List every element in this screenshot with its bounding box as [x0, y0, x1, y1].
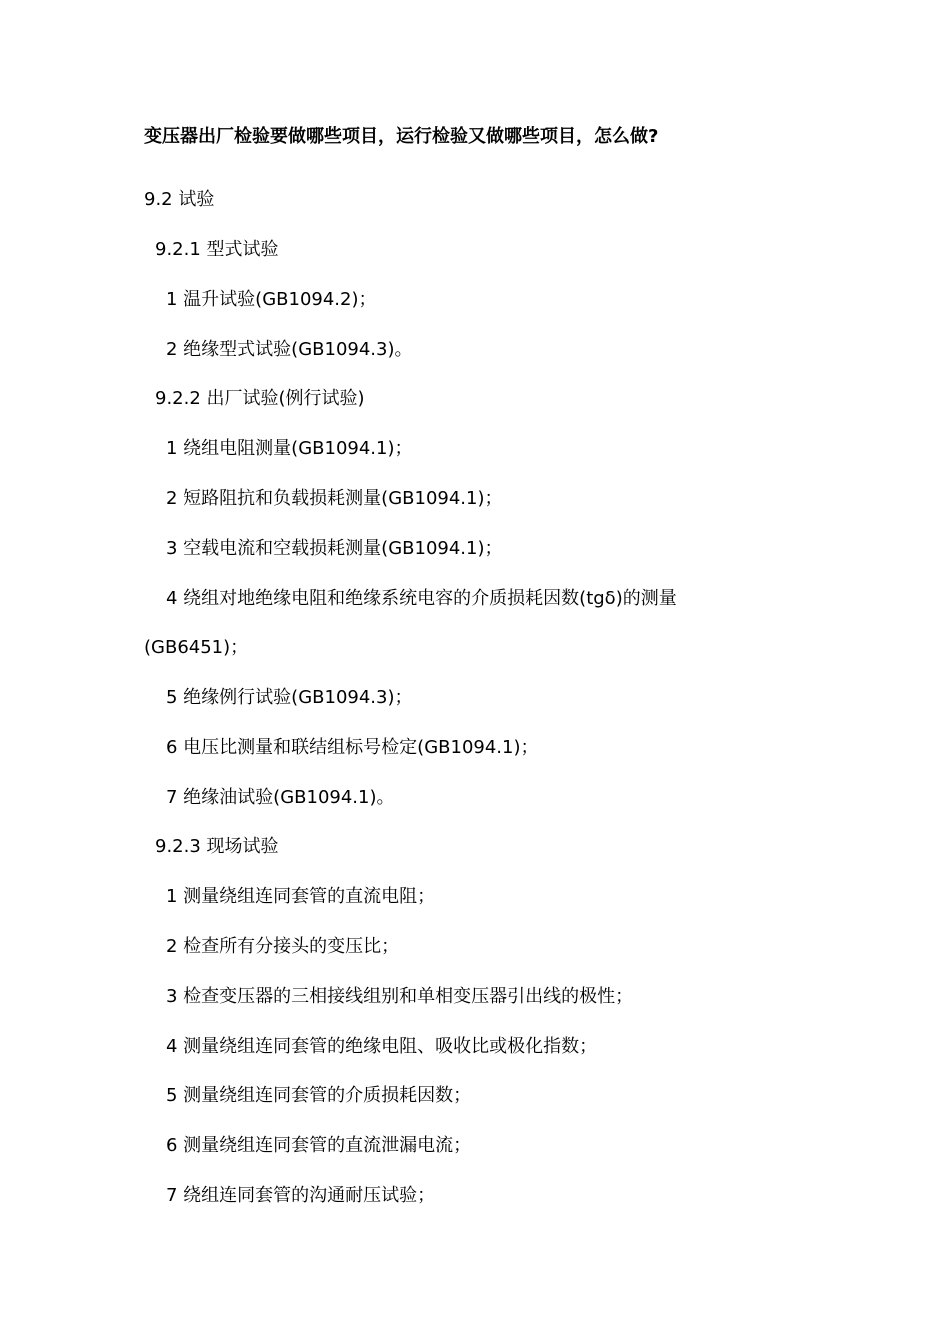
list-item: 7 绕组连同套管的沟通耐压试验； — [166, 1185, 436, 1206]
list-item: 5 绝缘例行试验(GB1094.3)； — [166, 687, 413, 708]
subsection-heading-field-test: 9.2.3 现场试验 — [155, 836, 279, 857]
list-item: 2 检查所有分接头的变压比； — [166, 936, 400, 957]
list-item: 5 测量绕组连同套管的介质损耗因数； — [166, 1085, 472, 1106]
subsection-heading-type-test: 9.2.1 型式试验 — [155, 239, 279, 260]
list-item: 4 测量绕组连同套管的绝缘电阻、吸收比或极化指数； — [166, 1036, 598, 1057]
list-item: 3 空载电流和空载损耗测量(GB1094.1)； — [166, 538, 503, 559]
section-heading: 9.2 试验 — [144, 189, 215, 210]
list-item: 3 检查变压器的三相接线组别和单相变压器引出线的极性； — [166, 986, 634, 1007]
document-title: 变压器出厂检验要做哪些项目，运行检验又做哪些项目，怎么做? — [144, 126, 659, 147]
list-item: 6 测量绕组连同套管的直流泄漏电流； — [166, 1135, 472, 1156]
list-item: 1 测量绕组连同套管的直流电阻； — [166, 886, 436, 907]
list-item-continuation: (GB6451)； — [144, 637, 249, 658]
list-item: 7 绝缘油试验(GB1094.1)。 — [166, 787, 395, 808]
subsection-heading-factory-test: 9.2.2 出厂试验(例行试验) — [155, 388, 365, 409]
list-item: 2 绝缘型式试验(GB1094.3)。 — [166, 339, 413, 360]
list-item: 4 绕组对地绝缘电阻和绝缘系统电容的介质损耗因数(tgδ)的测量 — [166, 588, 677, 609]
list-item: 1 温升试验(GB1094.2)； — [166, 289, 377, 310]
list-item: 6 电压比测量和联结组标号检定(GB1094.1)； — [166, 737, 539, 758]
list-item: 1 绕组电阻测量(GB1094.1)； — [166, 438, 413, 459]
list-item: 2 短路阻抗和负载损耗测量(GB1094.1)； — [166, 488, 503, 509]
